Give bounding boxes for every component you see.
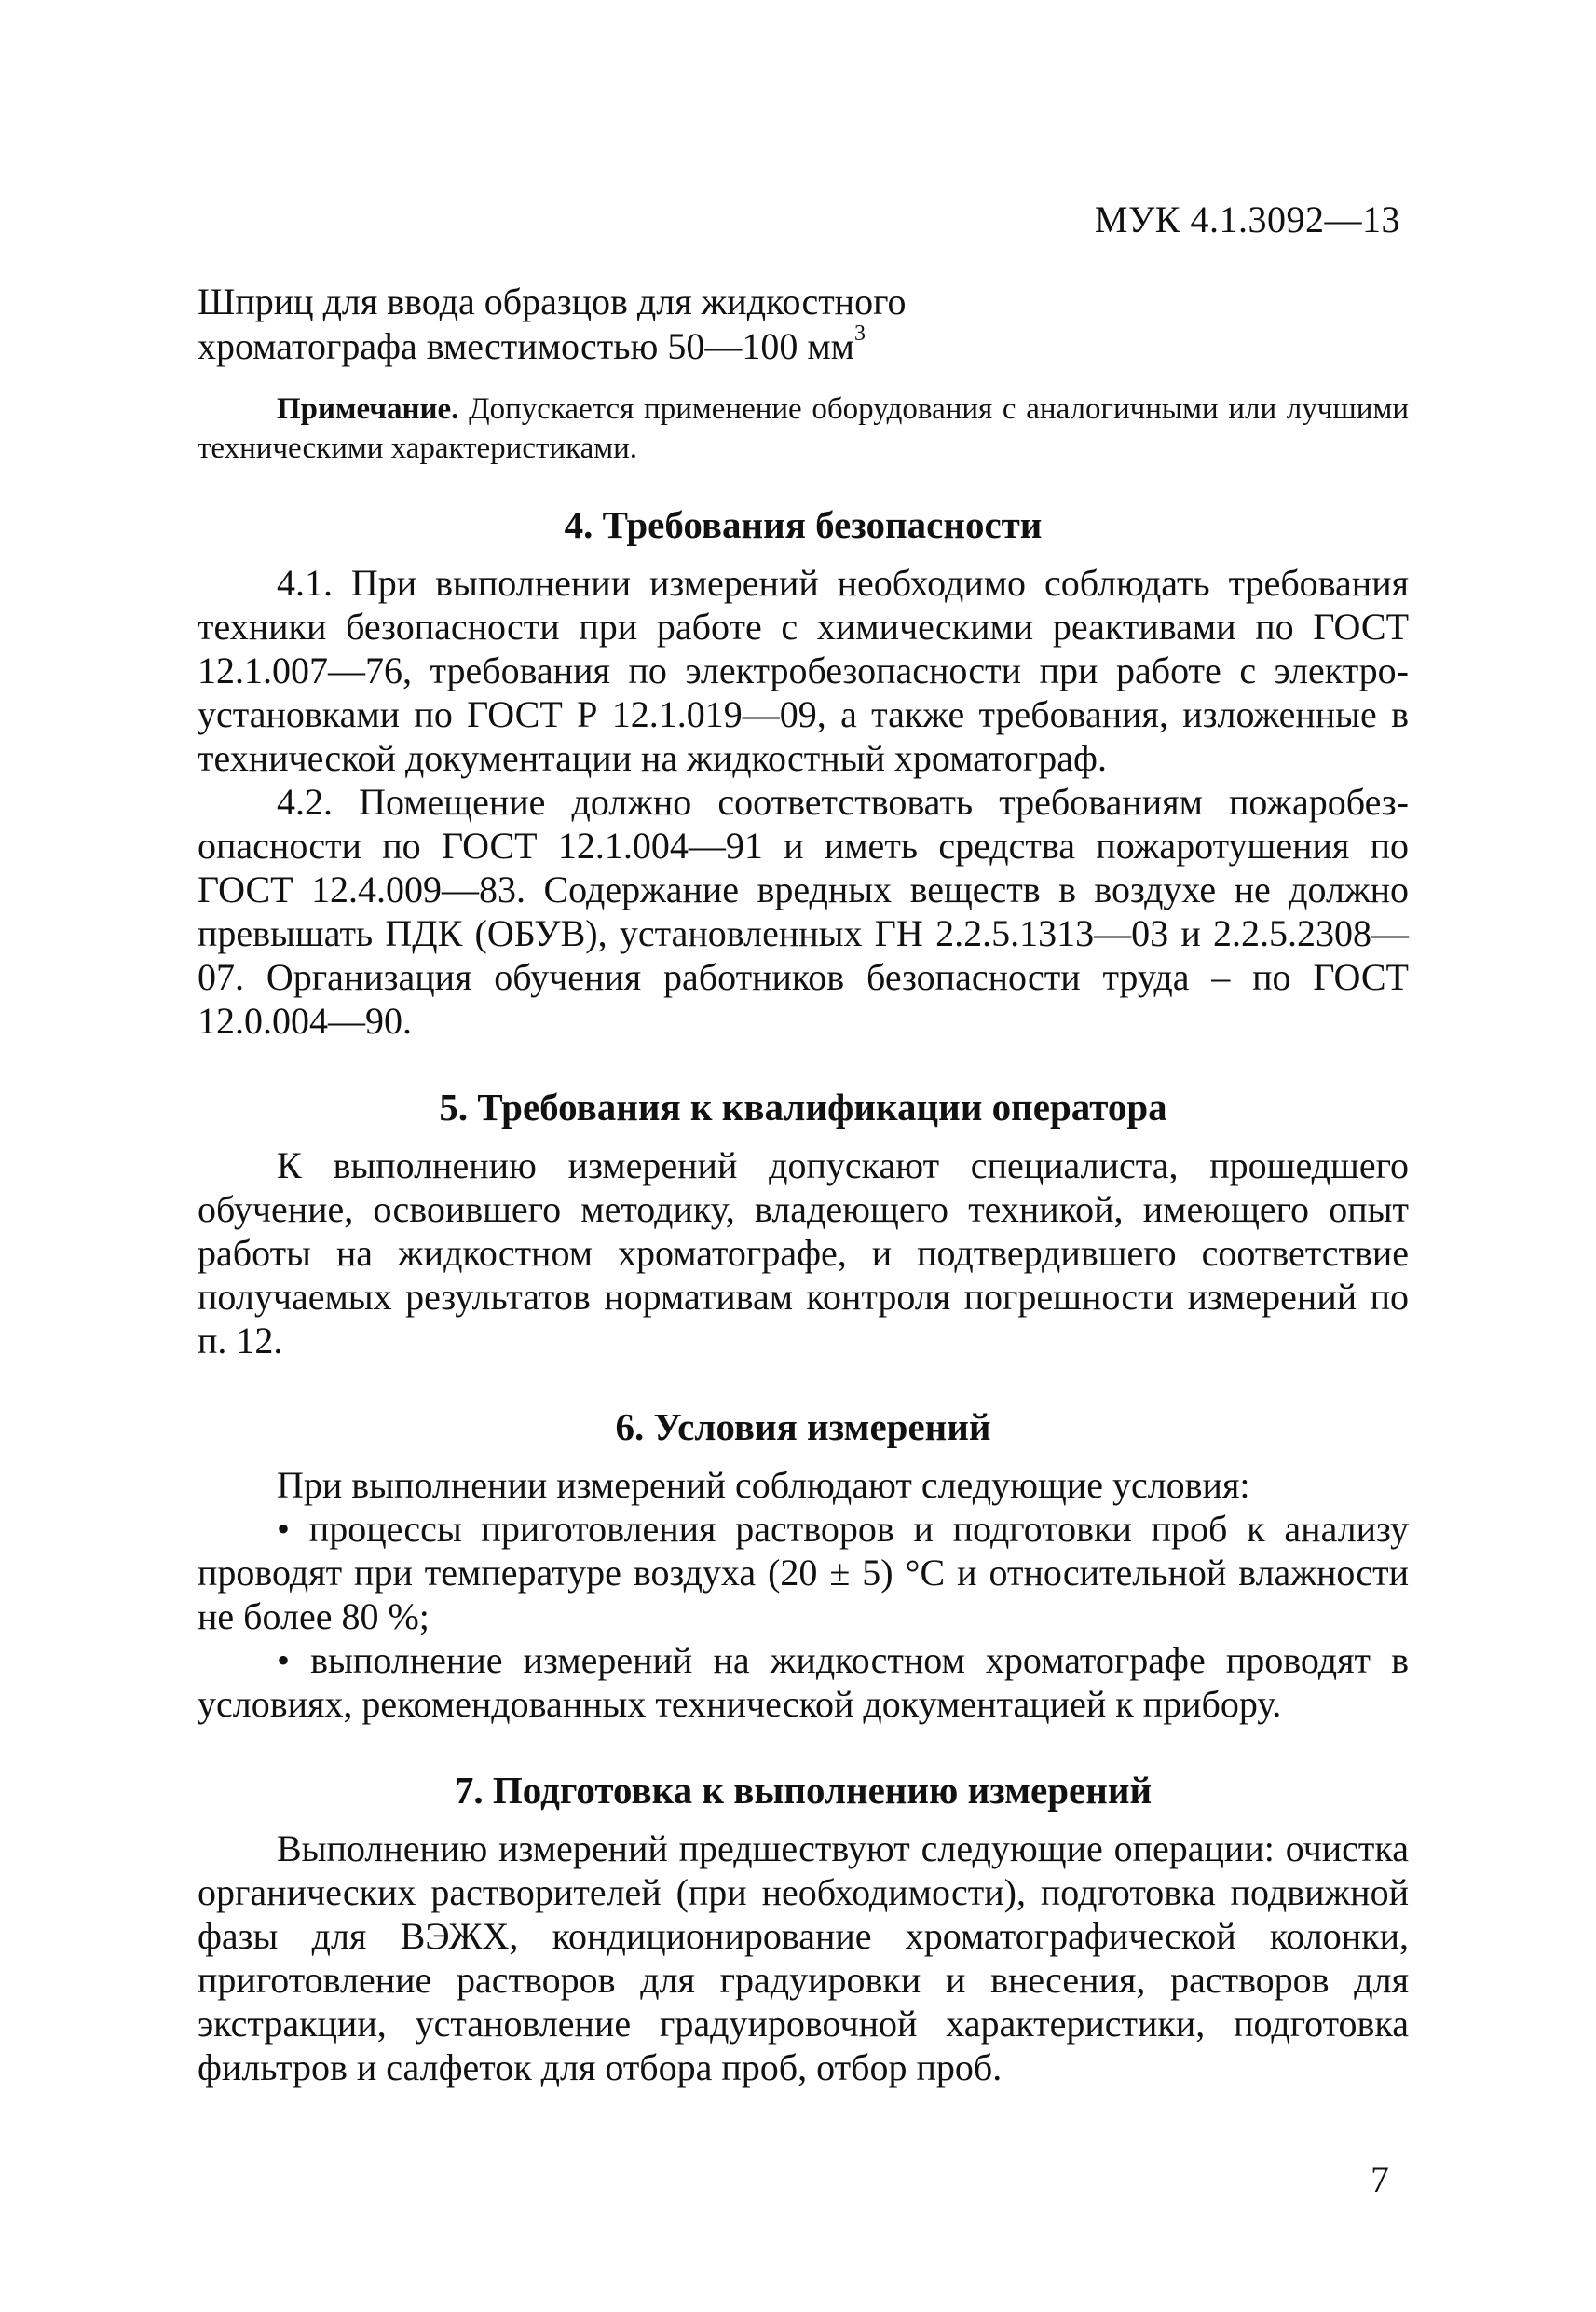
section-7-paragraph-1: Выполнению измерений предшествуют следующие операции: очистка органических растворителей (при необходимости), подготовка подвижной фазы для ВЭЖХ, кондиционирование хроматографической колонки, приготовление растворов для градуировки и внесения, растворов для экстракции, установление градуировочной характеристики, подготовка фильтров и салфеток для отбора проб, отбор проб. xyxy=(198,1827,1409,2088)
equipment-line-2-text: хроматографа вместимостью 50—100 мм xyxy=(198,325,854,367)
section-4-paragraph-2: 4.2. Помещение должно соответствовать требованиям пожаробезопасности по ГОСТ 12.1.004—91 и иметь средства пожаротушения по ГОСТ 12.4.009—83. Содержание вредных веществ в воздухе не должно превышать ПДК (ОБУВ), установленных ГН 2.2.5.1313—03 и 2.2.5.2308—07. Организация обучения работников безопасности труда – по ГОСТ 12.0.004—90. xyxy=(198,781,1409,1042)
section-6-bullet-1: • процессы приготовления растворов и подготовки проб к анализу проводят при температуре воздуха (20 ± 5) °С и относительной влажности не более 80 %; xyxy=(198,1508,1409,1637)
section-6-bullet-2: • выполнение измерений на жидкостном хроматографе проводят в условиях, рекомендованных технической документацией к прибору. xyxy=(198,1639,1409,1725)
section-6-title: 6. Условия измерений xyxy=(615,1405,991,1448)
page-number: 7 xyxy=(1371,2158,1389,2200)
section-5-title: 5. Требования к квалификации оператора xyxy=(439,1086,1167,1129)
section-4-title: 4. Требования безопасности xyxy=(564,503,1043,546)
section-5-paragraph-1: К выполнению измерений допускают специалиста, прошедшего обучение, освоившего методику, владеющего техникой, имеющего опыт работы на жидкостном хроматографе, и подтвердившего соответствие получаемых результатов нормативам контроля погрешности измерений по п. 12. xyxy=(198,1144,1409,1361)
section-4-paragraph-1: 4.1. При выполнении измерений необходимо соблюдать требования техники безопасности при работе с химическими реактивами по ГОСТ 12.1.007—76, требования по электробезопасности при работе с электроустановками по ГОСТ Р 12.1.019—09, а также требования, изложенные в технической документации на жидкостный хроматограф. xyxy=(198,562,1409,779)
note-text: Допускается применение оборудования с аналогичными или лучшими техническими характеристиками. xyxy=(198,392,1409,465)
equipment-line-1: Шприц для ввода образцов для жидкостного xyxy=(198,280,907,322)
section-7-title: 7. Подготовка к выполнению измерений xyxy=(454,1769,1153,1812)
equipment-note xyxy=(198,390,1409,468)
document-code: МУК 4.1.3092—13 xyxy=(1094,198,1400,240)
note-label: Примечание. xyxy=(277,392,459,426)
equipment-line-2 xyxy=(198,321,1409,369)
page-content xyxy=(198,280,1409,2089)
equipment-unit-superscript: 3 xyxy=(853,321,866,346)
section-6-paragraph-1: При выполнении измерений соблюдают следующие условия: xyxy=(277,1464,1250,1506)
